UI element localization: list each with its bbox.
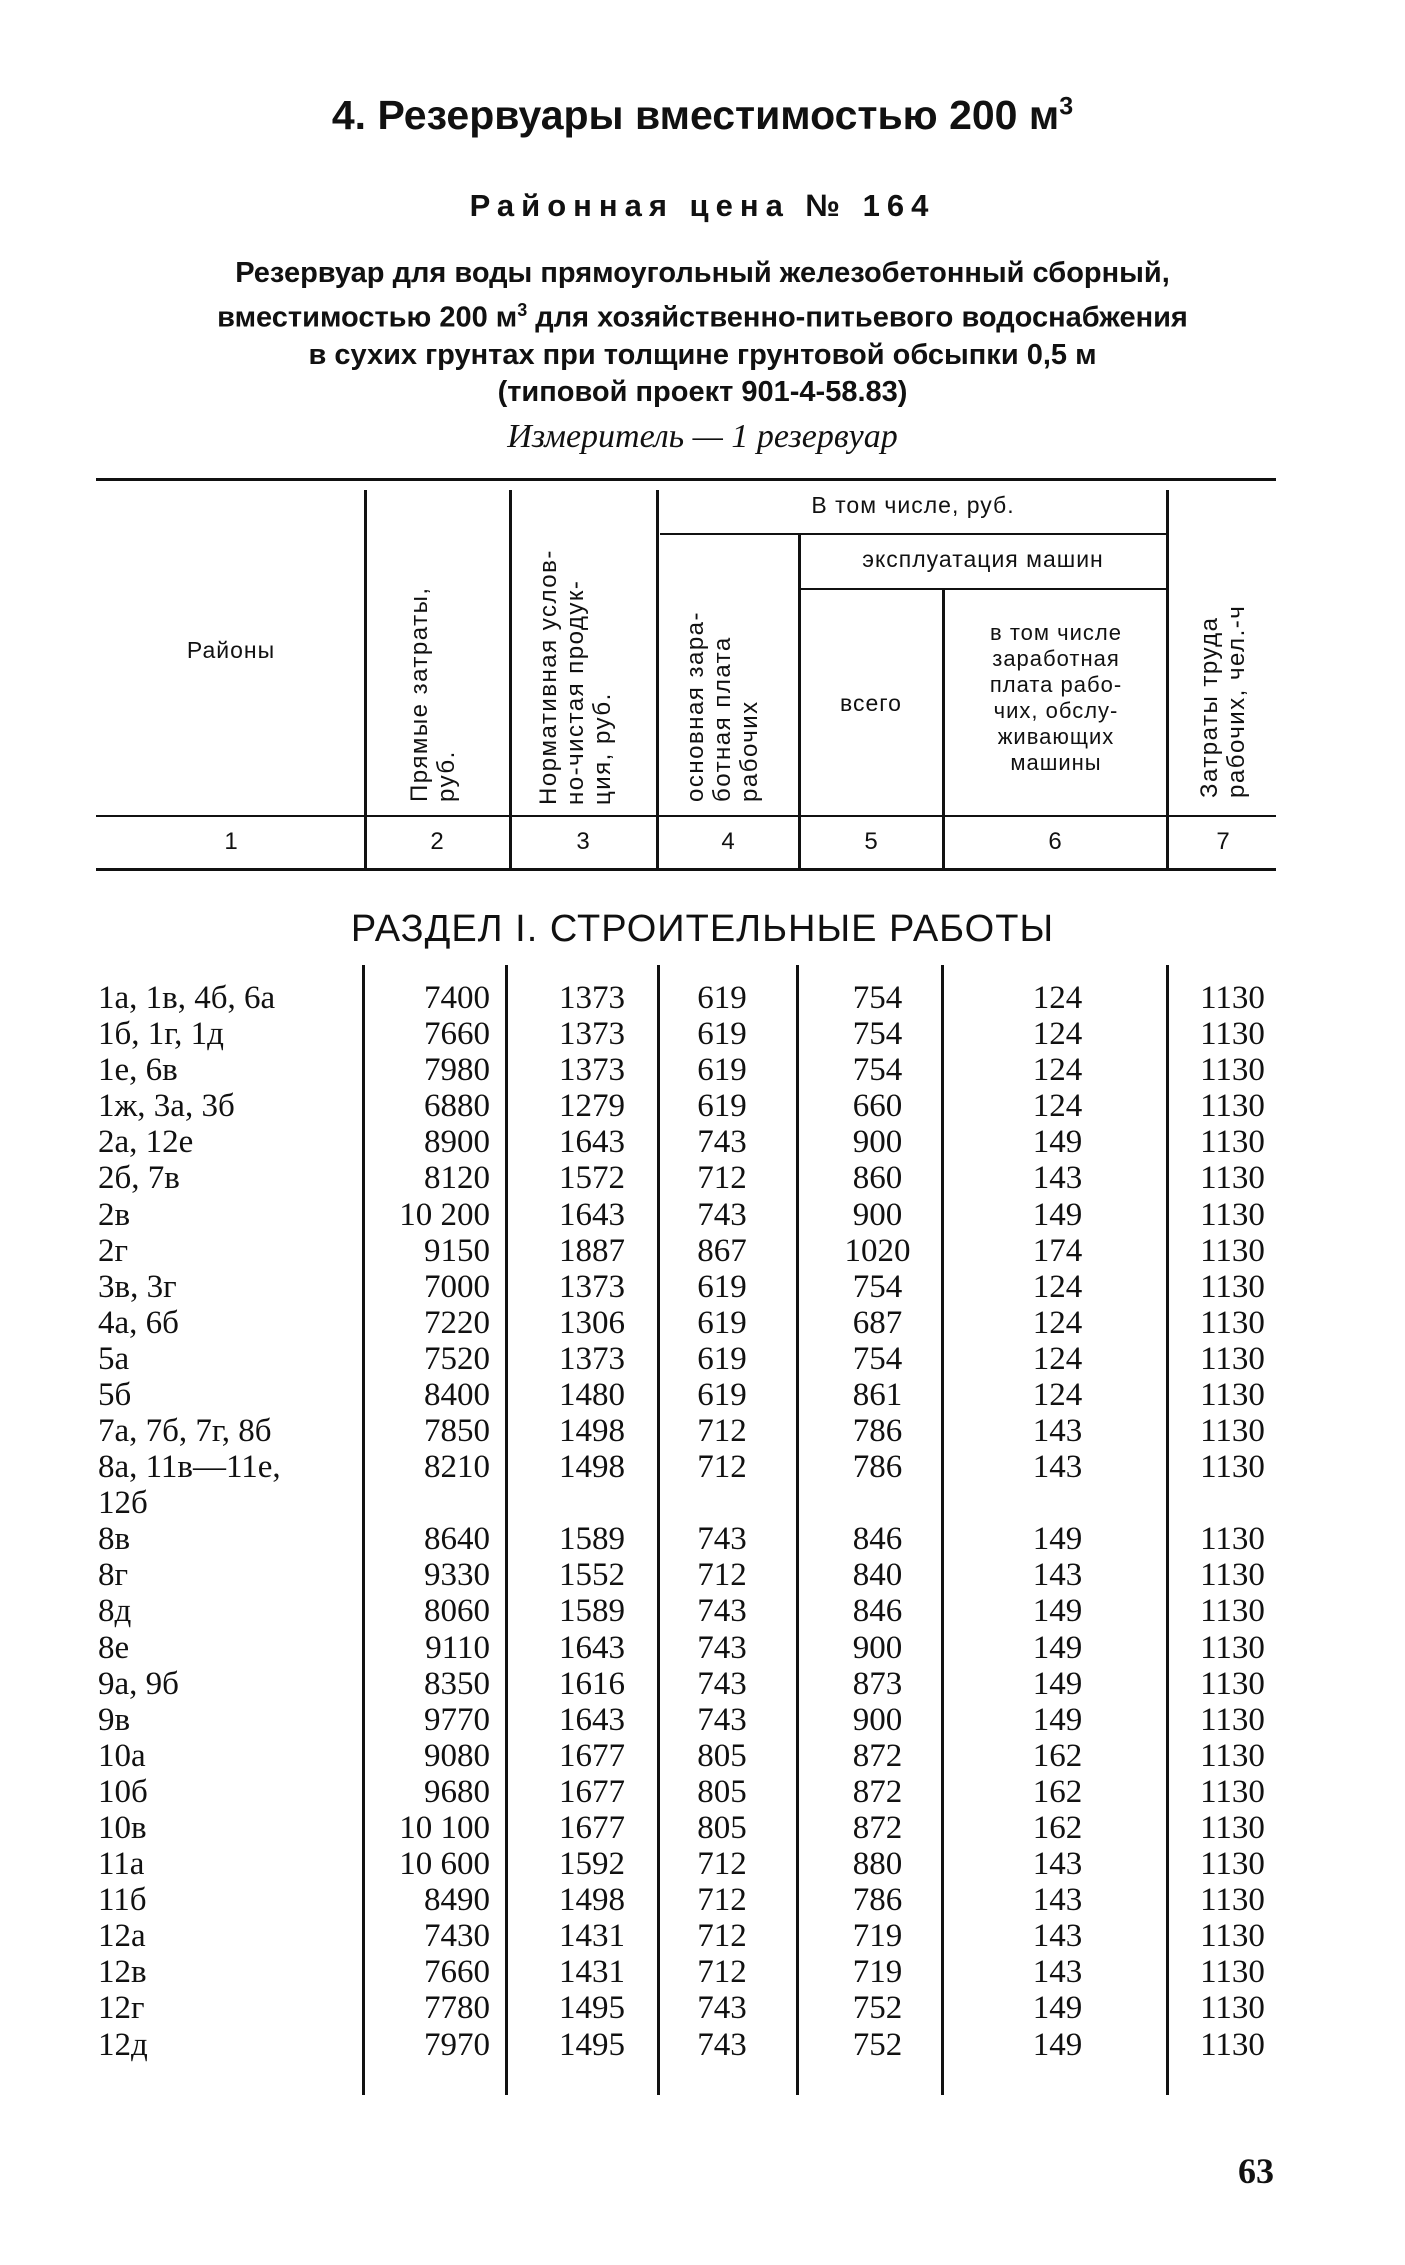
labor-cell: 1130 bbox=[1200, 1701, 1265, 1738]
table-row bbox=[0, 1305, 1405, 1341]
table-row bbox=[0, 1630, 1405, 1666]
region-cell: 12а bbox=[98, 1918, 146, 1955]
header-divider bbox=[509, 490, 512, 868]
normative-cell: 1572 bbox=[559, 1160, 625, 1197]
machine-wage-cell: 162 bbox=[1032, 1809, 1083, 1846]
region-cell: 10б bbox=[98, 1773, 148, 1810]
direct-costs-cell: 9680 bbox=[424, 1773, 490, 1810]
region-cell: 1е, 6в bbox=[98, 1052, 178, 1089]
base-wage-cell: 805 bbox=[697, 1737, 747, 1774]
machine-total-cell: 786 bbox=[852, 1882, 903, 1919]
labor-cell: 1130 bbox=[1200, 1196, 1265, 1233]
normative-cell: 1279 bbox=[559, 1088, 625, 1125]
labor-cell: 1130 bbox=[1200, 1557, 1265, 1594]
machine-total-cell: 900 bbox=[852, 1196, 903, 1233]
table-row bbox=[0, 1990, 1405, 2026]
normative-cell: 1643 bbox=[559, 1629, 625, 1666]
normative-cell: 1373 bbox=[559, 1340, 625, 1377]
machine-wage-cell: 124 bbox=[1032, 1340, 1083, 1377]
machine-total-cell: 880 bbox=[852, 1846, 903, 1883]
machine-wage-cell: 149 bbox=[1032, 1521, 1083, 1558]
labor-cell: 1130 bbox=[1200, 1521, 1265, 1558]
machine-total-cell: 752 bbox=[852, 2026, 903, 2063]
normative-cell: 1373 bbox=[559, 1268, 625, 1305]
including-rule bbox=[660, 533, 1168, 535]
header-divider bbox=[942, 588, 945, 868]
machine-wage-cell: 149 bbox=[1032, 1629, 1083, 1666]
base-wage-cell: 619 bbox=[697, 1304, 747, 1341]
machine-wage-cell: 143 bbox=[1032, 1882, 1083, 1919]
normative-cell: 1643 bbox=[559, 1701, 625, 1738]
region-cell: 12в bbox=[98, 1954, 147, 1991]
table-row bbox=[0, 1377, 1405, 1413]
region-cell: 10а bbox=[98, 1737, 146, 1774]
normative-cell: 1431 bbox=[559, 1918, 625, 1955]
table-row bbox=[0, 1341, 1405, 1377]
machine-wage-cell: 124 bbox=[1032, 1304, 1083, 1341]
table-row bbox=[0, 1666, 1405, 1702]
machine-total-cell: 754 bbox=[852, 980, 903, 1016]
machine-total-cell: 861 bbox=[852, 1377, 903, 1414]
machine-total-cell: 687 bbox=[852, 1304, 903, 1341]
machine-total-cell: 786 bbox=[852, 1449, 903, 1486]
direct-costs-cell: 7430 bbox=[424, 1918, 490, 1955]
machine-wage-cell: 149 bbox=[1032, 1593, 1083, 1630]
table-row bbox=[0, 1449, 1405, 1521]
machine-total-cell: 846 bbox=[852, 1593, 903, 1630]
machine-total-cell: 900 bbox=[852, 1124, 903, 1161]
column-number: 1 bbox=[224, 828, 238, 855]
base-wage-cell: 805 bbox=[697, 1773, 747, 1810]
table-row bbox=[0, 1197, 1405, 1233]
direct-costs-cell: 9330 bbox=[424, 1557, 490, 1594]
table-row bbox=[0, 2027, 1405, 2063]
direct-costs-cell: 7660 bbox=[424, 1016, 490, 1053]
labor-cell: 1130 bbox=[1200, 1088, 1265, 1125]
base-wage-cell: 805 bbox=[697, 1809, 747, 1846]
region-cell: 8в bbox=[98, 1521, 131, 1558]
normative-cell: 1616 bbox=[559, 1665, 625, 1702]
machine-total-cell: 900 bbox=[852, 1629, 903, 1666]
column-number-rule bbox=[96, 868, 1276, 871]
description bbox=[100, 255, 1305, 411]
region-cell: 12д bbox=[98, 2026, 148, 2063]
direct-costs-cell: 8640 bbox=[424, 1521, 490, 1558]
labor-cell: 1130 bbox=[1200, 1052, 1265, 1089]
machine-wage-cell: 149 bbox=[1032, 1990, 1083, 2027]
base-wage-cell: 619 bbox=[697, 1268, 747, 1305]
table-row bbox=[0, 1233, 1405, 1269]
machine-wage-cell: 143 bbox=[1032, 1918, 1083, 1955]
table-row bbox=[0, 1738, 1405, 1774]
direct-costs-cell: 9770 bbox=[424, 1701, 490, 1738]
header-direct-costs: Прямые затраты, руб. bbox=[406, 586, 460, 802]
machine-wage-cell: 143 bbox=[1032, 1954, 1083, 1991]
region-cell: 7а, 7б, 7г, 8б bbox=[98, 1413, 272, 1450]
price-title: Районная цена № 164 bbox=[469, 188, 936, 223]
direct-costs-cell: 7400 bbox=[424, 980, 490, 1016]
table-row bbox=[0, 1702, 1405, 1738]
region-cell: 1б, 1г, 1д bbox=[98, 1016, 224, 1053]
direct-costs-cell: 10 200 bbox=[399, 1196, 490, 1233]
machine-total-cell: 840 bbox=[852, 1557, 903, 1594]
labor-cell: 1130 bbox=[1200, 980, 1265, 1016]
machine-total-cell: 860 bbox=[852, 1160, 903, 1197]
base-wage-cell: 743 bbox=[697, 1990, 747, 2027]
description-line-3: в сухих грунтах при толщине грунтовой обсыпки 0,5 м bbox=[308, 338, 1097, 371]
header-divider bbox=[1166, 490, 1169, 868]
table-row bbox=[0, 1124, 1405, 1160]
machine-total-cell: 786 bbox=[852, 1413, 903, 1450]
machine-total-cell: 754 bbox=[852, 1268, 903, 1305]
normative-cell: 1495 bbox=[559, 1990, 625, 2027]
data-table-body bbox=[0, 980, 1405, 2063]
header-total: всего bbox=[840, 690, 902, 716]
header-base-wage: основная зара- ботная плата рабочих bbox=[682, 610, 763, 802]
normative-cell: 1643 bbox=[559, 1196, 625, 1233]
page-title: 4. Резервуары вместимостью 200 $м^3$ bbox=[331, 92, 1074, 138]
machine-wage-cell: 143 bbox=[1032, 1557, 1083, 1594]
normative-cell: 1498 bbox=[559, 1413, 625, 1450]
machine-wage-cell: 149 bbox=[1032, 1701, 1083, 1738]
description-line-1: Резервуар для воды прямоугольный железобетонный сборный, bbox=[235, 257, 1170, 289]
labor-cell: 1130 bbox=[1200, 1268, 1265, 1305]
region-cell: 5а bbox=[98, 1340, 130, 1377]
machine-total-cell: 872 bbox=[852, 1773, 903, 1810]
table-row bbox=[0, 1413, 1405, 1449]
machine-wage-cell: 124 bbox=[1032, 1016, 1083, 1053]
direct-costs-cell: 7970 bbox=[424, 2026, 490, 2063]
region-cell: 1а, 1в, 4б, 6а bbox=[98, 980, 276, 1016]
machine-total-cell: 1020 bbox=[844, 1232, 911, 1269]
base-wage-cell: 712 bbox=[697, 1449, 747, 1486]
machine-wage-cell: 124 bbox=[1032, 1268, 1083, 1305]
region-cell: 11а bbox=[98, 1846, 145, 1883]
header-labor: Затраты труда рабочих, чел.-ч bbox=[1196, 604, 1250, 798]
labor-cell: 1130 bbox=[1200, 1124, 1265, 1161]
table-row bbox=[0, 1810, 1405, 1846]
normative-cell: 1431 bbox=[559, 1954, 625, 1991]
base-wage-cell: 712 bbox=[697, 1954, 747, 1991]
region-cell: 2а, 12е bbox=[98, 1124, 194, 1161]
direct-costs-cell: 10 100 bbox=[399, 1809, 490, 1846]
normative-cell: 1592 bbox=[559, 1846, 625, 1883]
machine-wage-cell: 149 bbox=[1032, 1665, 1083, 1702]
direct-costs-cell: 6880 bbox=[424, 1088, 490, 1125]
description-line-2: вместимостью 200 $м^3$ для хозяйственно-питьевого водоснабжения bbox=[217, 300, 1188, 334]
column-number: 2 bbox=[430, 828, 444, 855]
table-row bbox=[0, 1016, 1405, 1052]
table-row bbox=[0, 1088, 1405, 1124]
normative-cell: 1495 bbox=[559, 2026, 625, 2063]
direct-costs-cell: 8350 bbox=[424, 1665, 490, 1702]
normative-cell: 1498 bbox=[559, 1882, 625, 1919]
machine-total-cell: 660 bbox=[852, 1088, 903, 1125]
direct-costs-cell: 9150 bbox=[424, 1232, 490, 1269]
base-wage-cell: 743 bbox=[697, 1124, 747, 1161]
base-wage-cell: 619 bbox=[697, 1016, 747, 1053]
labor-cell: 1130 bbox=[1200, 1449, 1265, 1486]
machine-wage-cell: 162 bbox=[1032, 1773, 1083, 1810]
machine-wage-cell: 149 bbox=[1032, 1124, 1083, 1161]
table-row bbox=[0, 1846, 1405, 1882]
base-wage-cell: 743 bbox=[697, 1665, 747, 1702]
normative-cell: 1498 bbox=[559, 1449, 625, 1486]
base-wage-cell: 619 bbox=[697, 1377, 747, 1414]
machine-wage-cell: 162 bbox=[1032, 1737, 1083, 1774]
labor-cell: 1130 bbox=[1200, 1160, 1265, 1197]
direct-costs-cell: 8120 bbox=[424, 1160, 490, 1197]
direct-costs-cell: 7980 bbox=[424, 1052, 490, 1089]
header-normative: Нормативная услов- но-чистая продук- ция, руб. bbox=[535, 549, 616, 805]
labor-cell: 1130 bbox=[1200, 1304, 1265, 1341]
normative-cell: 1373 bbox=[559, 1016, 625, 1053]
normative-cell: 1887 bbox=[559, 1232, 625, 1269]
normative-cell: 1677 bbox=[559, 1737, 625, 1774]
table-row bbox=[0, 1882, 1405, 1918]
table-row bbox=[0, 1557, 1405, 1593]
table-top-rule bbox=[96, 478, 1276, 481]
column-number: 5 bbox=[864, 828, 878, 855]
labor-cell: 1130 bbox=[1200, 1737, 1265, 1774]
base-wage-cell: 619 bbox=[697, 980, 747, 1016]
table-row bbox=[0, 1774, 1405, 1810]
table-row bbox=[0, 1052, 1405, 1088]
header-regions: Районы bbox=[186, 637, 276, 663]
header-rule bbox=[96, 815, 1276, 817]
column-number: 7 bbox=[1216, 828, 1230, 855]
section-title: РАЗДЕЛ I. СТРОИТЕЛЬНЫЕ РАБОТЫ bbox=[350, 908, 1055, 950]
labor-cell: 1130 bbox=[1200, 1593, 1265, 1630]
direct-costs-cell: 9080 bbox=[424, 1737, 490, 1774]
base-wage-cell: 867 bbox=[697, 1232, 747, 1269]
machine-total-cell: 872 bbox=[852, 1809, 903, 1846]
direct-costs-cell: 8490 bbox=[424, 1882, 490, 1919]
labor-cell: 1130 bbox=[1200, 1846, 1265, 1883]
region-cell: 1ж, 3а, 3б bbox=[98, 1088, 235, 1125]
base-wage-cell: 619 bbox=[697, 1052, 747, 1089]
header-machine-ops: эксплуатация машин bbox=[862, 546, 1104, 572]
base-wage-cell: 712 bbox=[697, 1846, 747, 1883]
labor-cell: 1130 bbox=[1200, 1629, 1265, 1666]
normative-cell: 1480 bbox=[559, 1377, 625, 1414]
machine-wage-cell: 124 bbox=[1032, 1377, 1083, 1414]
region-cell: 8а, 11в—11е, 12б bbox=[98, 1449, 281, 1522]
region-cell: 11б bbox=[98, 1882, 147, 1919]
column-number: 4 bbox=[721, 828, 735, 855]
region-cell: 5б bbox=[98, 1377, 132, 1414]
direct-costs-cell: 7660 bbox=[424, 1954, 490, 1991]
normative-cell: 1643 bbox=[559, 1124, 625, 1161]
header-divider bbox=[656, 490, 659, 868]
region-cell: 4а, 6б bbox=[98, 1304, 179, 1341]
labor-cell: 1130 bbox=[1200, 1809, 1265, 1846]
labor-cell: 1130 bbox=[1200, 1016, 1265, 1053]
machine-total-cell: 900 bbox=[852, 1701, 903, 1738]
table-row bbox=[0, 1918, 1405, 1954]
direct-costs-cell: 8210 bbox=[424, 1449, 490, 1486]
labor-cell: 1130 bbox=[1200, 1340, 1265, 1377]
region-cell: 2в bbox=[98, 1196, 131, 1233]
table-row bbox=[0, 1954, 1405, 1990]
region-cell: 12г bbox=[98, 1990, 145, 2027]
table-row bbox=[0, 1269, 1405, 1305]
direct-costs-cell: 8400 bbox=[424, 1377, 490, 1414]
base-wage-cell: 712 bbox=[697, 1160, 747, 1197]
machine-total-cell: 873 bbox=[852, 1665, 903, 1702]
direct-costs-cell: 7220 bbox=[424, 1304, 490, 1341]
base-wage-cell: 743 bbox=[697, 1521, 747, 1558]
machine-wage-cell: 149 bbox=[1032, 2026, 1083, 2063]
base-wage-cell: 743 bbox=[697, 1629, 747, 1666]
description-line-4: (типовой проект 901-4-58.83) bbox=[497, 375, 908, 408]
labor-cell: 1130 bbox=[1200, 2026, 1265, 2063]
direct-costs-cell: 7850 bbox=[424, 1413, 490, 1450]
machine-total-cell: 719 bbox=[852, 1954, 903, 1991]
machine-total-cell: 846 bbox=[852, 1521, 903, 1558]
measure-unit: Измеритель — 1 резервуар bbox=[507, 418, 898, 455]
direct-costs-cell: 9110 bbox=[425, 1629, 490, 1666]
header-incl-wage: в том числе заработная плата рабо- чих, обслу- живающих машины bbox=[989, 620, 1123, 775]
header-including: В том числе, руб. bbox=[811, 492, 1015, 518]
machine-total-cell: 719 bbox=[852, 1918, 903, 1955]
direct-costs-cell: 7000 bbox=[424, 1268, 490, 1305]
normative-cell: 1306 bbox=[559, 1304, 625, 1341]
machine-wage-cell: 124 bbox=[1032, 1052, 1083, 1089]
labor-cell: 1130 bbox=[1200, 1773, 1265, 1810]
region-cell: 9а, 9б bbox=[98, 1665, 179, 1702]
header-divider bbox=[364, 490, 367, 868]
normative-cell: 1677 bbox=[559, 1809, 625, 1846]
base-wage-cell: 743 bbox=[697, 1593, 747, 1630]
region-cell: 2б, 7в bbox=[98, 1160, 180, 1197]
machine-wage-cell: 143 bbox=[1032, 1413, 1083, 1450]
normative-cell: 1677 bbox=[559, 1773, 625, 1810]
labor-cell: 1130 bbox=[1200, 1413, 1265, 1450]
machine-total-cell: 754 bbox=[852, 1052, 903, 1089]
labor-cell: 1130 bbox=[1200, 1918, 1265, 1955]
base-wage-cell: 743 bbox=[697, 2026, 747, 2063]
machine-total-cell: 872 bbox=[852, 1737, 903, 1774]
machine-total-cell: 754 bbox=[852, 1016, 903, 1053]
region-cell: 8д bbox=[98, 1593, 132, 1630]
base-wage-cell: 619 bbox=[697, 1088, 747, 1125]
machine-wage-cell: 143 bbox=[1032, 1846, 1083, 1883]
page-number: 63 bbox=[1238, 2151, 1274, 2191]
direct-costs-cell: 8060 bbox=[424, 1593, 490, 1630]
normative-cell: 1373 bbox=[559, 1052, 625, 1089]
normative-cell: 1552 bbox=[559, 1557, 625, 1594]
labor-cell: 1130 bbox=[1200, 1665, 1265, 1702]
base-wage-cell: 743 bbox=[697, 1196, 747, 1233]
base-wage-cell: 712 bbox=[697, 1882, 747, 1919]
base-wage-cell: 712 bbox=[697, 1557, 747, 1594]
machine-wage-cell: 143 bbox=[1032, 1449, 1083, 1486]
normative-cell: 1589 bbox=[559, 1593, 625, 1630]
column-number: 3 bbox=[576, 828, 590, 855]
region-cell: 8е bbox=[98, 1629, 130, 1666]
table-row bbox=[0, 1521, 1405, 1557]
region-cell: 8г bbox=[98, 1557, 129, 1594]
region-cell: 2г bbox=[98, 1232, 129, 1269]
machine-wage-cell: 143 bbox=[1032, 1160, 1083, 1197]
base-wage-cell: 712 bbox=[697, 1413, 747, 1450]
machine-ops-rule bbox=[800, 588, 1168, 590]
labor-cell: 1130 bbox=[1200, 1990, 1265, 2027]
machine-total-cell: 752 bbox=[852, 1990, 903, 2027]
normative-cell: 1373 bbox=[559, 980, 625, 1016]
machine-wage-cell: 124 bbox=[1032, 1088, 1083, 1125]
machine-total-cell: 754 bbox=[852, 1340, 903, 1377]
machine-wage-cell: 149 bbox=[1032, 1196, 1083, 1233]
base-wage-cell: 712 bbox=[697, 1918, 747, 1955]
normative-cell: 1589 bbox=[559, 1521, 625, 1558]
column-number: 6 bbox=[1048, 828, 1062, 855]
labor-cell: 1130 bbox=[1200, 1954, 1265, 1991]
labor-cell: 1130 bbox=[1200, 1377, 1265, 1414]
direct-costs-cell: 8900 bbox=[424, 1124, 490, 1161]
direct-costs-cell: 7520 bbox=[424, 1340, 490, 1377]
table-row bbox=[0, 1160, 1405, 1196]
table-row bbox=[0, 980, 1405, 1016]
region-cell: 3в, 3г bbox=[98, 1268, 177, 1305]
direct-costs-cell: 10 600 bbox=[399, 1846, 490, 1883]
labor-cell: 1130 bbox=[1200, 1882, 1265, 1919]
region-cell: 10в bbox=[98, 1809, 147, 1846]
base-wage-cell: 619 bbox=[697, 1340, 747, 1377]
machine-wage-cell: 124 bbox=[1032, 980, 1083, 1016]
table-row bbox=[0, 1593, 1405, 1629]
machine-wage-cell: 174 bbox=[1032, 1232, 1083, 1269]
direct-costs-cell: 7780 bbox=[424, 1990, 490, 2027]
region-cell: 9в bbox=[98, 1701, 131, 1738]
labor-cell: 1130 bbox=[1200, 1232, 1265, 1269]
base-wage-cell: 743 bbox=[697, 1701, 747, 1738]
